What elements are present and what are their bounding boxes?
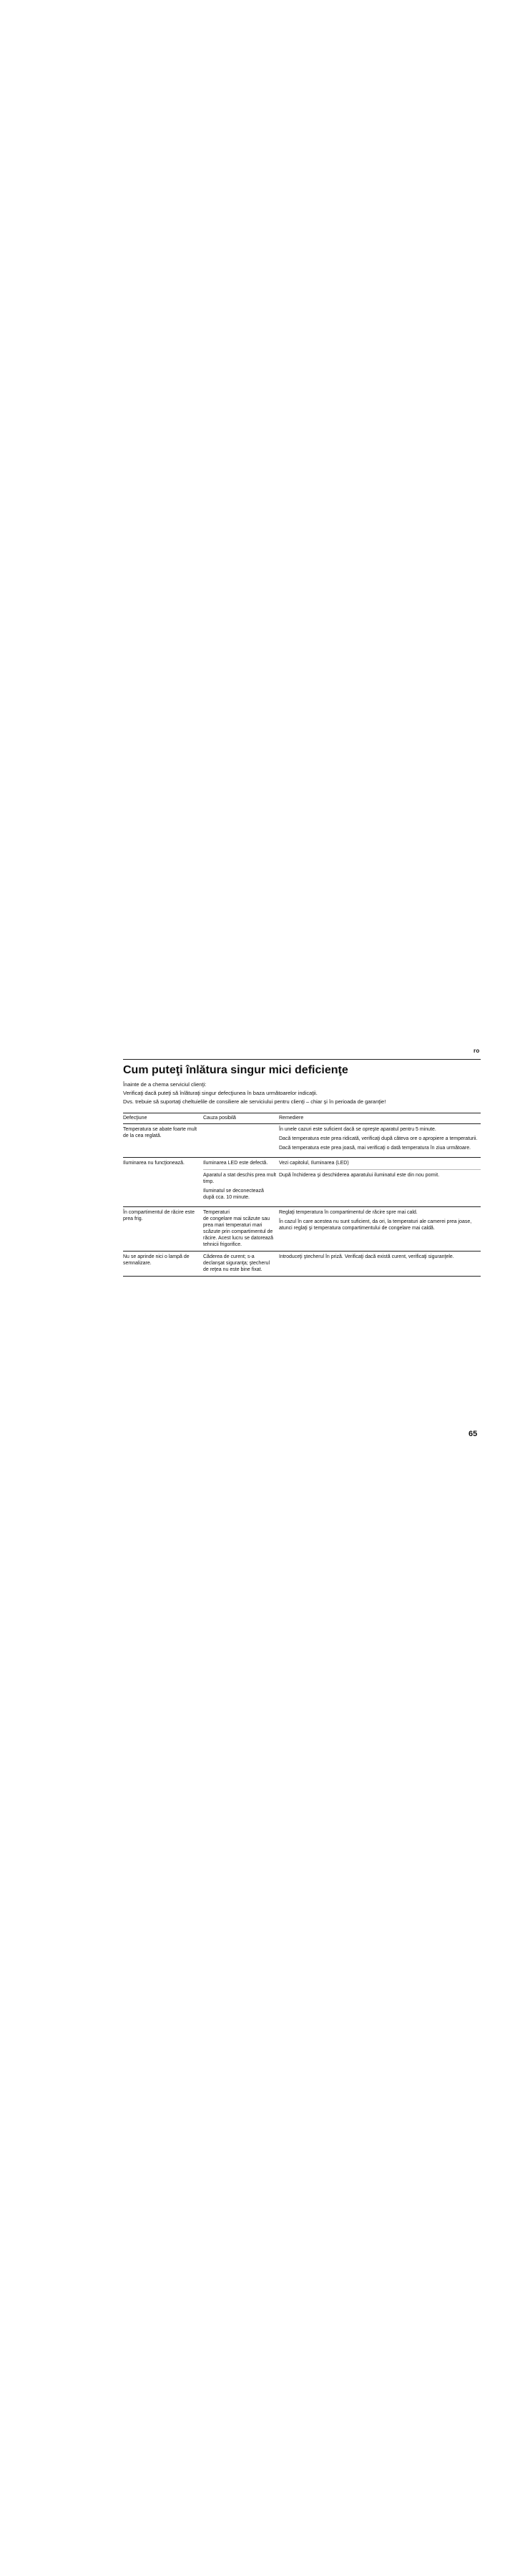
remedy-cell: [279, 1207, 481, 1252]
table-row: [123, 1170, 481, 1207]
defect-cell: Nu se aprinde nici o lampă de semnalizare.: [123, 1252, 203, 1277]
header-cause: Cauza posibilă: [203, 1113, 279, 1124]
cause-cell: Căderea de curent; s-a declanşat siguranţa; ştecherul de reţea nu este bine fixat.: [203, 1252, 279, 1277]
header-remedy: Remediere: [279, 1113, 481, 1124]
remedy-cell: [279, 1124, 481, 1158]
troubleshooting-table: [123, 1113, 481, 1277]
troubleshooting-section: [123, 1059, 481, 1277]
table-row: [123, 1124, 481, 1158]
cause-cell: [203, 1124, 279, 1158]
cause-cell: [203, 1170, 279, 1207]
section-rule: [123, 1059, 481, 1060]
remedy-paragraph: Dacă temperatura este prea ridicată, verificaţi după câteva ore o apropiere a temperaturii.: [279, 1136, 478, 1141]
intro-line: Dvs. trebuie să suportaţi cheltuielile de consiliere ale serviciului pentru clienţi – chiar şi în perioada de garanţie!: [123, 1098, 386, 1105]
cause-cell: Iluminarea LED este defectă.: [203, 1158, 279, 1170]
remedy-cell: După închiderea şi deschiderea aparatului iluminatul este din nou pornit.: [279, 1170, 481, 1207]
intro-line: Verificaţi dacă puteţi să înlăturaţi singur defecţiunea în baza următoarelor indicaţii.: [123, 1090, 318, 1096]
table-row: [123, 1158, 481, 1170]
remedy-paragraph: Reglaţi temperatura în compartimentul de răcire spre mai cald.: [279, 1210, 418, 1215]
cause-cell: Temperaturi de congelare mai scăzute sau prea mari temperaturi mari scăzute prin compartimentul de răcire. Acest lucru se datorează tehnicii frigorifice.: [203, 1207, 279, 1252]
table-header-row: [123, 1113, 481, 1124]
language-code: ro: [474, 1048, 480, 1054]
defect-cell: Temperatura se abate foarte mult de la cea reglată.: [123, 1124, 203, 1158]
remedy-paragraph: În cazul în care acestea nu sunt suficient, da ori, la temperaturi ale camerei prea joase, atunci reglaţi şi temperatura compartimentului de congelare mai caldă.: [279, 1219, 472, 1231]
remedy-paragraph: În unele cazuri este suficient dacă se opreşte aparatul pentru 5 minute.: [279, 1127, 436, 1132]
remedy-cell: Vezi capitolul, Iluminarea (LED): [279, 1158, 481, 1170]
remedy-cell: Introduceţi ştecherul în priză. Verificaţi dacă există curent, verificaţi siguranţele.: [279, 1252, 481, 1277]
cause-paragraph: Aparatul a stat deschis prea mult timp.: [203, 1173, 276, 1184]
table-row: [123, 1252, 481, 1277]
page-number: 65: [469, 1430, 478, 1438]
header-defect: Defecţiune: [123, 1113, 203, 1124]
cause-paragraph: Iluminatul se deconectează după cca. 10 minute.: [203, 1189, 264, 1200]
defect-cell: [123, 1170, 203, 1207]
section-title: Cum puteţi înlătura singur mici deficienţe: [123, 1064, 348, 1076]
table-row: [123, 1207, 481, 1252]
defect-cell: În compartimentul de răcire este prea frig.: [123, 1207, 203, 1252]
defect-cell: Iluminarea nu funcţionează.: [123, 1158, 203, 1170]
intro-text: [123, 1081, 481, 1106]
remedy-paragraph: Dacă temperatura este prea joasă, mai verificaţi o dată temperatura în ziua următoare.: [279, 1146, 471, 1151]
intro-line: Înainte de a chema serviciul clienţi:: [123, 1081, 207, 1088]
